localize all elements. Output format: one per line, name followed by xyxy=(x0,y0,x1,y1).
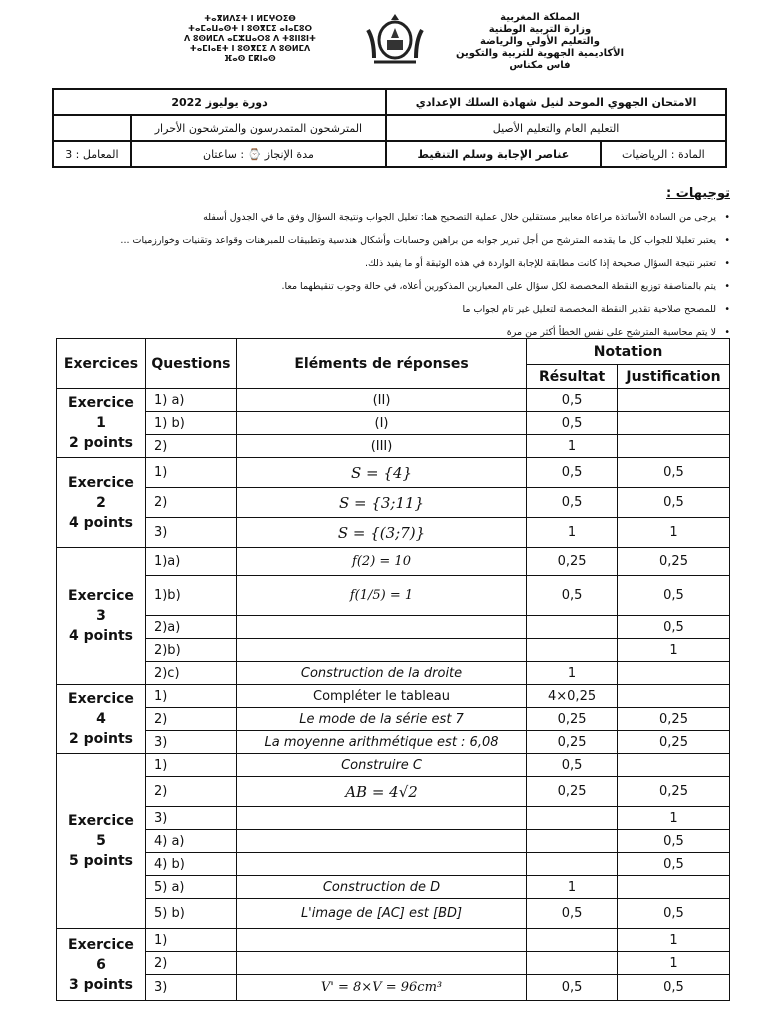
answer-element: S = {3;11} xyxy=(236,488,526,518)
result-score: 1 xyxy=(527,435,618,458)
result-score: 0,5 xyxy=(527,458,618,488)
result-score: 0,25 xyxy=(527,731,618,754)
empty-cell xyxy=(53,115,131,141)
answer-element: (III) xyxy=(236,435,526,458)
result-score xyxy=(527,929,618,952)
result-score xyxy=(527,639,618,662)
justification-score: 1 xyxy=(618,952,730,975)
justification-score: 0,25 xyxy=(618,548,730,576)
result-score: 0,5 xyxy=(527,488,618,518)
result-score: 0,5 xyxy=(527,576,618,616)
question-label: 1) xyxy=(145,754,236,777)
header-arabic: المملكة المغربية وزارة التربية الوطنية والتعليم الأولي والرياضة الأكاديمية الجهوية للتربية والتكوين فاس مكناس xyxy=(455,12,625,71)
exercise-points: 4 points xyxy=(68,628,133,644)
result-score: 4×0,25 xyxy=(527,685,618,708)
header-tifinagh: ⵜⴰⴳⵍⴷⵉⵜ ⵏ ⵍⵎⵖⵔⵉⴱ ⵜⴰⵎⴰⵡⴰⵙⵜ ⵏ ⵓⵙⴳⵎⵉ ⴰⵏⴰⵎⵓⵔ ⴷ ⵓⵙⵍⵎⴷ ⴰⵎⵣⵡⴰⵔⵓ ⴷ ⵜⵓⵏⵏⵓⵏⵜ ⵜⴰⵎⵏⴰⴹⵜ ⵏ ⵓⵙⴳⵎⵉ ⴷ ⵓⵙⵍⵎⴷ ⴼⴰⵙ ⵎⴽⵏⴰⵙ xyxy=(183,14,317,63)
kingdom-emblem-icon xyxy=(360,10,430,70)
justification-score xyxy=(618,412,730,435)
exercise-title: Exercice 6 xyxy=(68,936,134,973)
justification-score: 1 xyxy=(618,807,730,830)
answer-element: La moyenne arithmétique est : 6,08 xyxy=(236,731,526,754)
justification-score: 1 xyxy=(618,639,730,662)
justification-score xyxy=(618,876,730,899)
header-elements: Eléments de réponses xyxy=(236,339,526,389)
answer-element xyxy=(236,639,526,662)
justification-score: 0,5 xyxy=(618,975,730,1001)
answer-element: Le mode de la série est 7 xyxy=(236,708,526,731)
directives-list xyxy=(40,206,730,344)
question-label: 3) xyxy=(145,807,236,830)
justification-score xyxy=(618,435,730,458)
exercise-points: 2 points xyxy=(68,435,133,451)
justification-score: 0,5 xyxy=(618,616,730,639)
question-label: 4) a) xyxy=(145,830,236,853)
justification-score xyxy=(618,662,730,685)
answer-element: S = {4} xyxy=(236,458,526,488)
answer-element xyxy=(236,929,526,952)
justification-score: 1 xyxy=(618,518,730,548)
justification-score: 1 xyxy=(618,929,730,952)
exercise-points: 5 points xyxy=(68,853,133,869)
question-label: 1) xyxy=(145,458,236,488)
exercise-points: 2 points xyxy=(68,731,133,747)
answer-element: Construction de la droite xyxy=(236,662,526,685)
justification-score: 0,25 xyxy=(618,708,730,731)
question-label: 1) xyxy=(145,929,236,952)
header-exercices: Exercices xyxy=(57,339,146,389)
exercise-cell xyxy=(57,685,146,754)
answer-element: f(2) = 10 xyxy=(236,548,526,576)
question-label: 1) b) xyxy=(145,412,236,435)
result-score xyxy=(527,830,618,853)
question-label: 1)b) xyxy=(145,576,236,616)
result-score xyxy=(527,616,618,639)
question-label: 2) xyxy=(145,952,236,975)
directive-item: • لا يتم محاسبة المترشح على نفس الخطأ أكثر من مرة xyxy=(40,321,730,344)
question-label: 3) xyxy=(145,731,236,754)
directive-item: • يتم بالمناصفة توزيع النقطة المخصصة لكل سؤال على المعيارين المذكورين أعلاه، في حالة وجوب تنقيطهما معا. xyxy=(40,275,730,298)
question-label: 5) b) xyxy=(145,899,236,929)
directive-item: • يعتبر تعليلا للجواب كل ما يقدمه المترشح من أجل تبرير جوابه من براهين وحسابات وأشكال هندسية وتطبيقات للمبرهنات وقواعد وتقنيات وخوارزميات ... xyxy=(40,229,730,252)
answer-element xyxy=(236,807,526,830)
answer-element: (II) xyxy=(236,389,526,412)
question-label: 1)a) xyxy=(145,548,236,576)
grading-table xyxy=(56,338,730,1001)
header-resultat: Résultat xyxy=(527,365,618,389)
result-score: 0,5 xyxy=(527,754,618,777)
exam-title: الامتحان الجهوي الموحد لنيل شهادة السلك الإعدادي xyxy=(386,89,726,115)
result-score: 0,25 xyxy=(527,777,618,807)
exercise-points: 4 points xyxy=(68,514,133,531)
question-label: 4) b) xyxy=(145,853,236,876)
exercise-cell xyxy=(57,754,146,929)
question-label: 2) xyxy=(145,708,236,731)
question-label: 1) xyxy=(145,685,236,708)
exam-duration: مدة الإنجاز ⌚ : ساعتان xyxy=(131,141,386,167)
answer-element: Construire C xyxy=(236,754,526,777)
justification-score: 0,5 xyxy=(618,458,730,488)
justification-score xyxy=(618,685,730,708)
result-score xyxy=(527,952,618,975)
question-label: 2)a) xyxy=(145,616,236,639)
justification-score xyxy=(618,754,730,777)
result-score: 1 xyxy=(527,876,618,899)
exercise-cell xyxy=(57,929,146,1001)
justification-score: 0,25 xyxy=(618,777,730,807)
justification-score: 0,5 xyxy=(618,899,730,929)
exam-doc-type: عناصر الإجابة وسلم التنقيط xyxy=(386,141,601,167)
header-notation: Notation xyxy=(527,339,730,365)
question-label: 1) a) xyxy=(145,389,236,412)
question-label: 3) xyxy=(145,975,236,1001)
result-score: 0,5 xyxy=(527,412,618,435)
result-score: 1 xyxy=(527,662,618,685)
directive-item: • تعتبر نتيجة السؤال صحيحة إذا كانت مطابقة للإجابة الواردة في هذه الوثيقة أو ما يفيد ذلك. xyxy=(40,252,730,275)
result-score xyxy=(527,807,618,830)
exercise-title: Exercice 1 xyxy=(68,395,134,431)
exercise-cell xyxy=(57,548,146,685)
exam-subject: المادة : الرياضيات xyxy=(601,141,726,167)
answer-element: (I) xyxy=(236,412,526,435)
answer-element: f(1/5) = 1 xyxy=(236,576,526,616)
header-justification: Justification xyxy=(618,365,730,389)
exam-track: التعليم العام والتعليم الأصيل xyxy=(386,115,726,141)
exercise-title: Exercice 4 xyxy=(68,691,134,727)
result-score xyxy=(527,853,618,876)
answer-element: S = {(3;7)} xyxy=(236,518,526,548)
question-label: 2)b) xyxy=(145,639,236,662)
result-score: 0,25 xyxy=(527,548,618,576)
question-label: 5) a) xyxy=(145,876,236,899)
exam-candidates: المترشحون المتمدرسون والمترشحون الأحرار xyxy=(131,115,386,141)
result-score: 0,25 xyxy=(527,708,618,731)
exam-session: دورة يوليوز 2022 xyxy=(53,89,386,115)
justification-score xyxy=(618,389,730,412)
answer-element: L'image de [AC] est [BD] xyxy=(236,899,526,929)
result-score: 0,5 xyxy=(527,389,618,412)
answer-element: V' = 8×V = 96cm³ xyxy=(236,975,526,1001)
answer-element xyxy=(236,952,526,975)
result-score: 0,5 xyxy=(527,975,618,1001)
justification-score: 0,5 xyxy=(618,576,730,616)
answer-element xyxy=(236,830,526,853)
question-label: 2) xyxy=(145,777,236,807)
justification-score: 0,25 xyxy=(618,731,730,754)
exercise-title: Exercice 5 xyxy=(68,813,134,849)
exercise-points: 3 points xyxy=(68,976,133,993)
directive-item: • يرجى من السادة الأساتذة مراعاة معايير مستقلين خلال عملية التصحيح هما: تعليل الجواب ونتيجة السؤال وفق ما في الجدول أسفله xyxy=(40,206,730,229)
question-label: 2) xyxy=(145,435,236,458)
answer-element xyxy=(236,853,526,876)
justification-score: 0,5 xyxy=(618,488,730,518)
exam-info-table xyxy=(52,88,727,168)
justification-score: 0,5 xyxy=(618,830,730,853)
directive-item: • للمصحح صلاحية تقدير النقطة المخصصة لتعليل غير تام لجواب ما xyxy=(40,298,730,321)
exam-coefficient: المعامل : 3 xyxy=(53,141,131,167)
answer-element xyxy=(236,616,526,639)
exercise-title: Exercice 3 xyxy=(68,588,134,624)
justification-score: 0,5 xyxy=(618,853,730,876)
answer-element: AB = 4√2 xyxy=(236,777,526,807)
exercise-cell xyxy=(57,389,146,458)
result-score: 0,5 xyxy=(527,899,618,929)
directives-title: توجيهات : xyxy=(666,186,730,201)
answer-element: Compléter le tableau xyxy=(236,685,526,708)
exercise-title: Exercice 2 xyxy=(68,474,134,511)
question-label: 2) xyxy=(145,488,236,518)
answer-element: Construction de D xyxy=(236,876,526,899)
exercise-cell xyxy=(57,458,146,548)
header-questions: Questions xyxy=(145,339,236,389)
question-label: 3) xyxy=(145,518,236,548)
question-label: 2)c) xyxy=(145,662,236,685)
result-score: 1 xyxy=(527,518,618,548)
